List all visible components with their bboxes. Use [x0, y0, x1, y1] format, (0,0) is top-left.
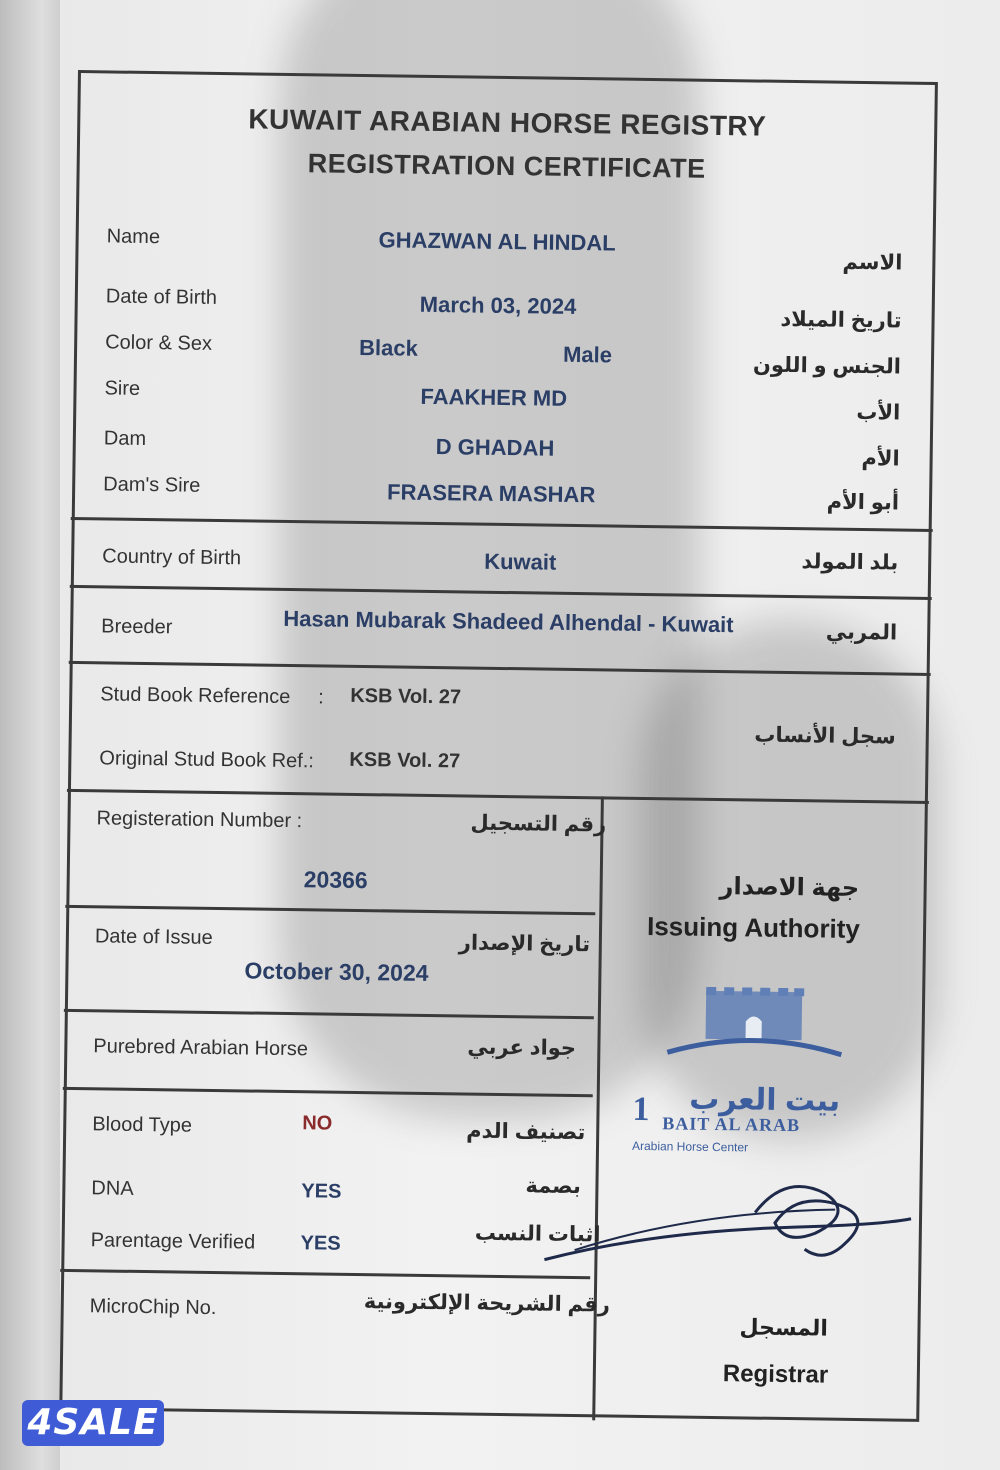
- country-label: Country of Birth: [102, 545, 242, 570]
- orig-stud-book-value: KSB Vol. 27: [349, 748, 461, 773]
- dams-sire-label: Dam's Sire: [103, 473, 201, 497]
- breeder-value: Hasan Mubarak Shadeed Alhendal - Kuwait: [283, 605, 734, 638]
- registrar-signature: [534, 1149, 916, 1284]
- dob-value: March 03, 2024: [419, 291, 577, 319]
- stud-book-label: Stud Book Reference: [100, 683, 291, 709]
- dob-label-ar: تاريخ الميلاد: [780, 307, 902, 333]
- orig-stud-book-label: Original Stud Book Ref.:: [99, 747, 315, 773]
- stud-book-label-ar: سجل الأنساب: [754, 723, 896, 749]
- registrar-label-ar: المسجل: [739, 1314, 829, 1341]
- divider: [63, 1087, 593, 1097]
- issue-date: October 30, 2024: [244, 957, 429, 986]
- divider: [64, 1009, 594, 1019]
- registration-label: Registeration Number :: [96, 807, 303, 833]
- microchip-label-ar: رقم الشريحة الإلكترونية: [363, 1290, 611, 1317]
- divider: [60, 1269, 590, 1279]
- registration-label-ar: رقم التسجيل: [470, 811, 607, 837]
- name-label: Name: [106, 225, 161, 249]
- breeder-label-ar: المربي: [825, 620, 898, 645]
- horse-name: GHAZWAN AL HINDAL: [378, 227, 616, 256]
- logo-number: 1: [632, 1090, 650, 1129]
- stud-book-colon: :: [318, 686, 324, 709]
- color-sex-label-ar: الجنس و اللون: [752, 353, 902, 379]
- 4sale-watermark: 4SALE: [22, 1400, 164, 1446]
- divider: [69, 661, 931, 676]
- sire-label-ar: الأب: [856, 400, 901, 425]
- country-label-ar: بلد المولد: [801, 550, 899, 575]
- microchip-label: MicroChip No.: [89, 1295, 217, 1320]
- blood-type-value: NO: [302, 1112, 333, 1135]
- issue-label: Date of Issue: [94, 925, 213, 949]
- parentage-value: YES: [300, 1232, 341, 1255]
- breeder-label: Breeder: [101, 615, 173, 639]
- parentage-label-ar: إثبات النسب: [474, 1221, 601, 1247]
- country-value: Kuwait: [484, 548, 557, 575]
- divider: [70, 585, 932, 600]
- certificate-frame: [59, 70, 938, 1422]
- sire-label: Sire: [104, 377, 141, 400]
- column-divider: [592, 796, 604, 1420]
- blood-type-label-ar: تصنيف الدم: [466, 1119, 586, 1145]
- dams-sire-value: FRASERA MASHAR: [386, 479, 596, 508]
- stud-book-value: KSB Vol. 27: [350, 684, 462, 709]
- name-label-ar: الاسم: [842, 250, 903, 275]
- dams-sire-label-ar: أبو الأم: [826, 490, 900, 515]
- purebred-label-ar: جواد عربي: [467, 1035, 577, 1061]
- issuing-authority: Issuing Authority: [646, 911, 861, 944]
- dam-label: Dam: [103, 427, 147, 450]
- parentage-label: Parentage Verified: [90, 1229, 256, 1254]
- dna-label: DNA: [91, 1177, 134, 1200]
- divider: [65, 905, 595, 915]
- dna-label-ar: بصمة: [525, 1174, 582, 1199]
- blood-type-label: Blood Type: [92, 1113, 193, 1137]
- dob-label: Date of Birth: [105, 285, 218, 309]
- logo-ar-text: بيت العرب: [689, 1082, 841, 1118]
- certificate-title: REGISTRATION CERTIFICATE: [307, 148, 706, 184]
- sex-value: Male: [562, 341, 613, 368]
- color-sex-label: Color & Sex: [105, 331, 213, 355]
- dam-value: D GHADAH: [435, 434, 555, 461]
- logo-subtitle: Arabian Horse Center: [631, 1138, 749, 1155]
- dna-value: YES: [301, 1180, 342, 1203]
- registrar-label: Registrar: [722, 1360, 829, 1389]
- issue-label-ar: تاريخ الإصدار: [458, 931, 591, 957]
- registration-number: 20366: [303, 866, 368, 894]
- color-value: Black: [358, 334, 419, 361]
- logo-en-text: BAIT AL ARAB: [662, 1113, 801, 1136]
- divider: [67, 789, 929, 804]
- purebred-label: Purebred Arabian Horse: [93, 1035, 309, 1061]
- book-binding-edge: [0, 0, 60, 1470]
- dam-label-ar: الأم: [861, 446, 900, 471]
- divider: [71, 517, 933, 532]
- registry-title: KUWAIT ARABIAN HORSE REGISTRY: [248, 103, 767, 142]
- issuing-authority-ar: جهة الاصدار: [719, 873, 860, 902]
- sire-value: FAAKHER MD: [420, 383, 568, 411]
